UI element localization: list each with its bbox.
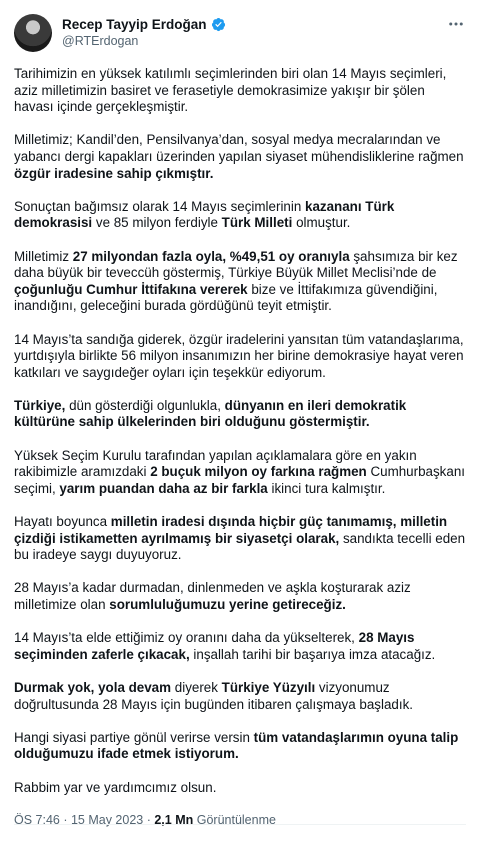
more-dots-icon: [447, 15, 465, 33]
tweet-paragraph: [14, 332, 466, 382]
text-run: Sonuçtan bağımsız olarak 14 Mayıs seçimlerinin: [14, 198, 306, 214]
tweet-paragraph: [14, 580, 466, 613]
avatar[interactable]: [14, 14, 52, 52]
tweet-paragraph: [14, 66, 466, 116]
text-run: Tarihimizin en yüksek katılımlı seçimlerinden biri olan 14 Mayıs seçimleri, aziz milletimizin basiret ve ferasetiyle demokrasimize yakışır bir şölen havası içinde gerçekleşmiştir.: [14, 66, 447, 115]
handle[interactable]: @RTErdogan: [62, 34, 139, 48]
views-label: Görüntülenme: [193, 812, 276, 827]
text-run: inşallah tarihi bir başarıya imza atacağız.: [189, 646, 436, 662]
text-run: diyerek: [171, 679, 222, 695]
text-run: Milletimiz; Kandil’den, Pensilvanya’dan, sosyal medya mecralarından ve yabancı dergi kapakları üzerinden yapılan siyaset mühendisliklerine rağmen: [14, 132, 464, 164]
tweet-paragraph: [14, 730, 466, 763]
bold-text: Durmak yok, yola devam: [14, 679, 172, 695]
text-run: Hayatı boyunca: [14, 514, 111, 530]
text-run: Rabbim yar ve yardımcımız olsun.: [14, 779, 217, 795]
text-run: Hangi siyasi partiye gönül verirse versin: [14, 729, 254, 745]
author-names: [62, 16, 226, 50]
tweet-paragraph: [14, 630, 466, 663]
text-run: olmuştur.: [292, 215, 351, 231]
tweet-paragraph: [14, 199, 466, 232]
verified-badge-icon: [211, 17, 226, 32]
tweet-paragraph: [14, 780, 466, 797]
bold-text: Türk Milleti: [221, 215, 293, 231]
tweet-header: [14, 12, 466, 54]
text-run: Cumhurbaşkanı seçimi,: [14, 464, 465, 496]
tweet-paragraph: [14, 398, 466, 431]
text-run: 14 Mayıs’ta elde ettiğimiz oy oranını daha da yükselterek,: [14, 630, 359, 646]
text-run: Milletimiz: [14, 248, 73, 264]
bold-text: sorumluluğumuzu yerine getireceğiz.: [109, 597, 346, 612]
text-run: bize ve İttifakımıza güvendiğini, inandığını, geleceğini burada gördüğünü teyit etmiştir.: [14, 281, 438, 314]
text-run: ikinci tura kalmıştır.: [267, 480, 386, 496]
bold-text: çoğunluğu Cumhur İttifakına vererek: [14, 281, 248, 297]
bold-text: yarım puandan daha az bir farkla: [59, 480, 268, 496]
tweet-paragraph: [14, 680, 466, 713]
timestamp[interactable]: ÖS 7:46 · 15 May 2023 ·: [14, 812, 155, 827]
tweet-text: [14, 66, 466, 796]
text-run: dün gösterdiği olgunlukla,: [65, 397, 225, 413]
name-row: [62, 16, 226, 33]
views-count: 2,1 Mn: [154, 812, 194, 827]
bold-text: 2 buçuk milyon oy farkına rağmen: [150, 464, 367, 480]
text-run: ve 85 milyon ferdiyle: [92, 215, 222, 231]
divider: [14, 824, 466, 825]
display-name[interactable]: Recep Tayyip Erdoğan: [62, 17, 207, 32]
text-run: 14 Mayıs’ta sandığa giderek, özgür iradelerini yansıtan tüm vatandaşlarıma, yurtdışıyla birlikte 56 milyon insanımızın her birine demokrasiye hayat veren katkıları ve saygıdeğer oyları için teşekkür ediyorum.: [14, 331, 464, 380]
bold-text: 28 Mayıs seçiminden zaferle çıkacak,: [14, 630, 415, 662]
more-icon[interactable]: [446, 14, 466, 34]
tweet-paragraph: [14, 132, 466, 182]
text-run: sandıkta tecelli eden bu iradeye saygı duyuyoruz.: [14, 530, 466, 563]
bold-text: Türkiye Yüzyılı: [221, 679, 316, 695]
tweet-paragraph: [14, 249, 466, 315]
text-run: Yüksek Seçim Kurulu tarafından yapılan açıklamalara göre en yakın rakibimizle aramızdaki: [14, 447, 417, 480]
bold-text: özgür iradesine sahip çıkmıştır.: [14, 165, 214, 181]
bold-text: kazananı Türk demokrasisi: [14, 198, 395, 231]
bold-text: milletin iradesi dışında hiçbir güç tanımamış, milletin çizdiği istikametten ayrılmamış bir siyasetçi olarak,: [14, 514, 448, 546]
tweet-paragraph: [14, 448, 466, 498]
bold-text: dünyanın en ileri demokratik kültürüne sahip ülkelerinden biri olduğunu göstermiştir.: [14, 397, 407, 430]
bold-text: Türkiye,: [14, 397, 66, 413]
text-run: 28 Mayıs’a kadar durmadan, dinlenmeden ve aşkla koşturarak aziz milletimize olan: [14, 580, 411, 612]
tweet-paragraph: [14, 514, 466, 564]
bold-text: 27 milyondan fazla oyla, %49,51 oy oranıyla: [72, 248, 350, 264]
text-run: vizyonumuz doğrultusunda 28 Mayıs için bugünden itibaren çalışmaya başladık.: [14, 679, 413, 712]
bold-text: tüm vatandaşlarımın oyuna talip olduğumuzu ifade etmek istiyorum.: [14, 729, 459, 762]
text-run: şahsımıza bir kez daha büyük bir teveccüh göstermiş, Türkiye Büyük Millet Meclisi’nde de: [14, 248, 458, 281]
